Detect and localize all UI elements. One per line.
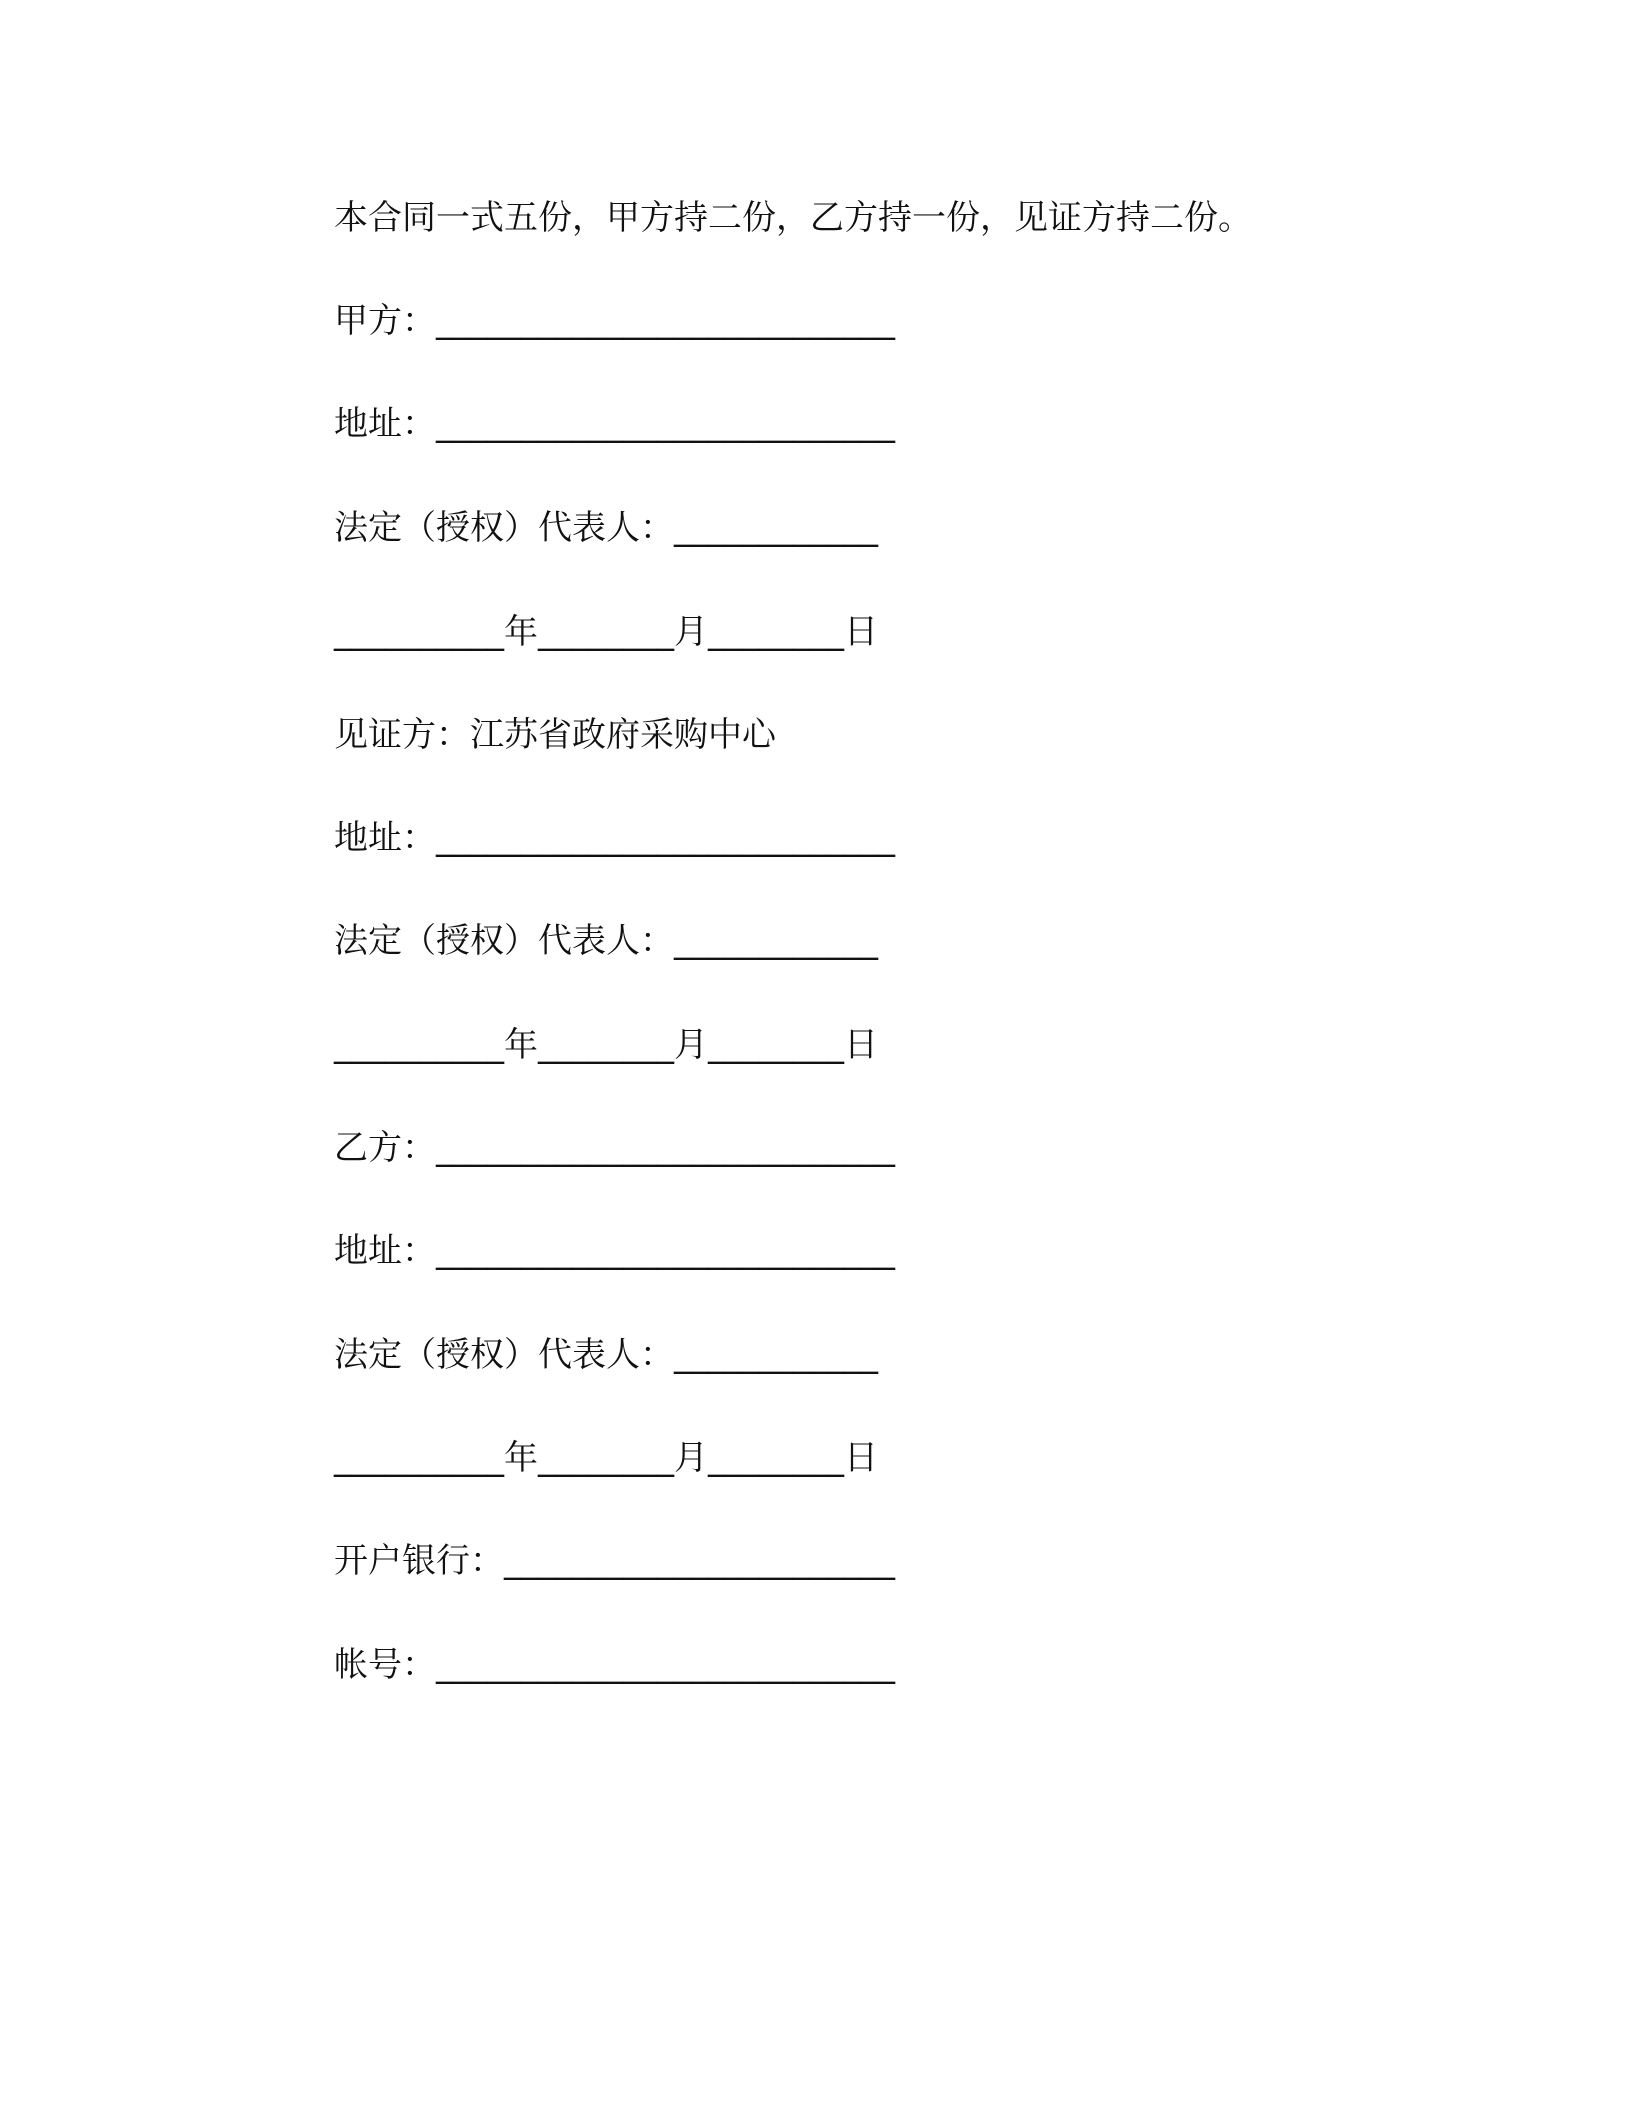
party-a-address-line: 地址：___________________________ xyxy=(334,404,895,444)
party-b-name-line: 乙方：___________________________ xyxy=(334,1128,895,1168)
party-b-account-line: 帐号：___________________________ xyxy=(334,1645,895,1685)
contract-copies-statement: 本合同一式五份，甲方持二份，乙方持一份，见证方持二份。 xyxy=(334,198,1252,238)
party-b-date-line: __________年________月________日 xyxy=(334,1438,878,1478)
party-a-date-line: __________年________月________日 xyxy=(334,612,878,652)
witness-representative-line: 法定（授权）代表人：____________ xyxy=(334,921,878,961)
witness-address-line: 地址：___________________________ xyxy=(334,818,895,858)
party-b-bank-line: 开户银行：_______________________ xyxy=(334,1541,895,1581)
party-b-address-line: 地址：___________________________ xyxy=(334,1231,895,1271)
witness-name-line: 见证方：江苏省政府采购中心 xyxy=(334,715,776,755)
party-a-name-line: 甲方：___________________________ xyxy=(334,301,895,341)
party-a-representative-line: 法定（授权）代表人：____________ xyxy=(334,508,878,548)
witness-date-line: __________年________月________日 xyxy=(334,1025,878,1065)
party-b-representative-line: 法定（授权）代表人：____________ xyxy=(334,1335,878,1375)
